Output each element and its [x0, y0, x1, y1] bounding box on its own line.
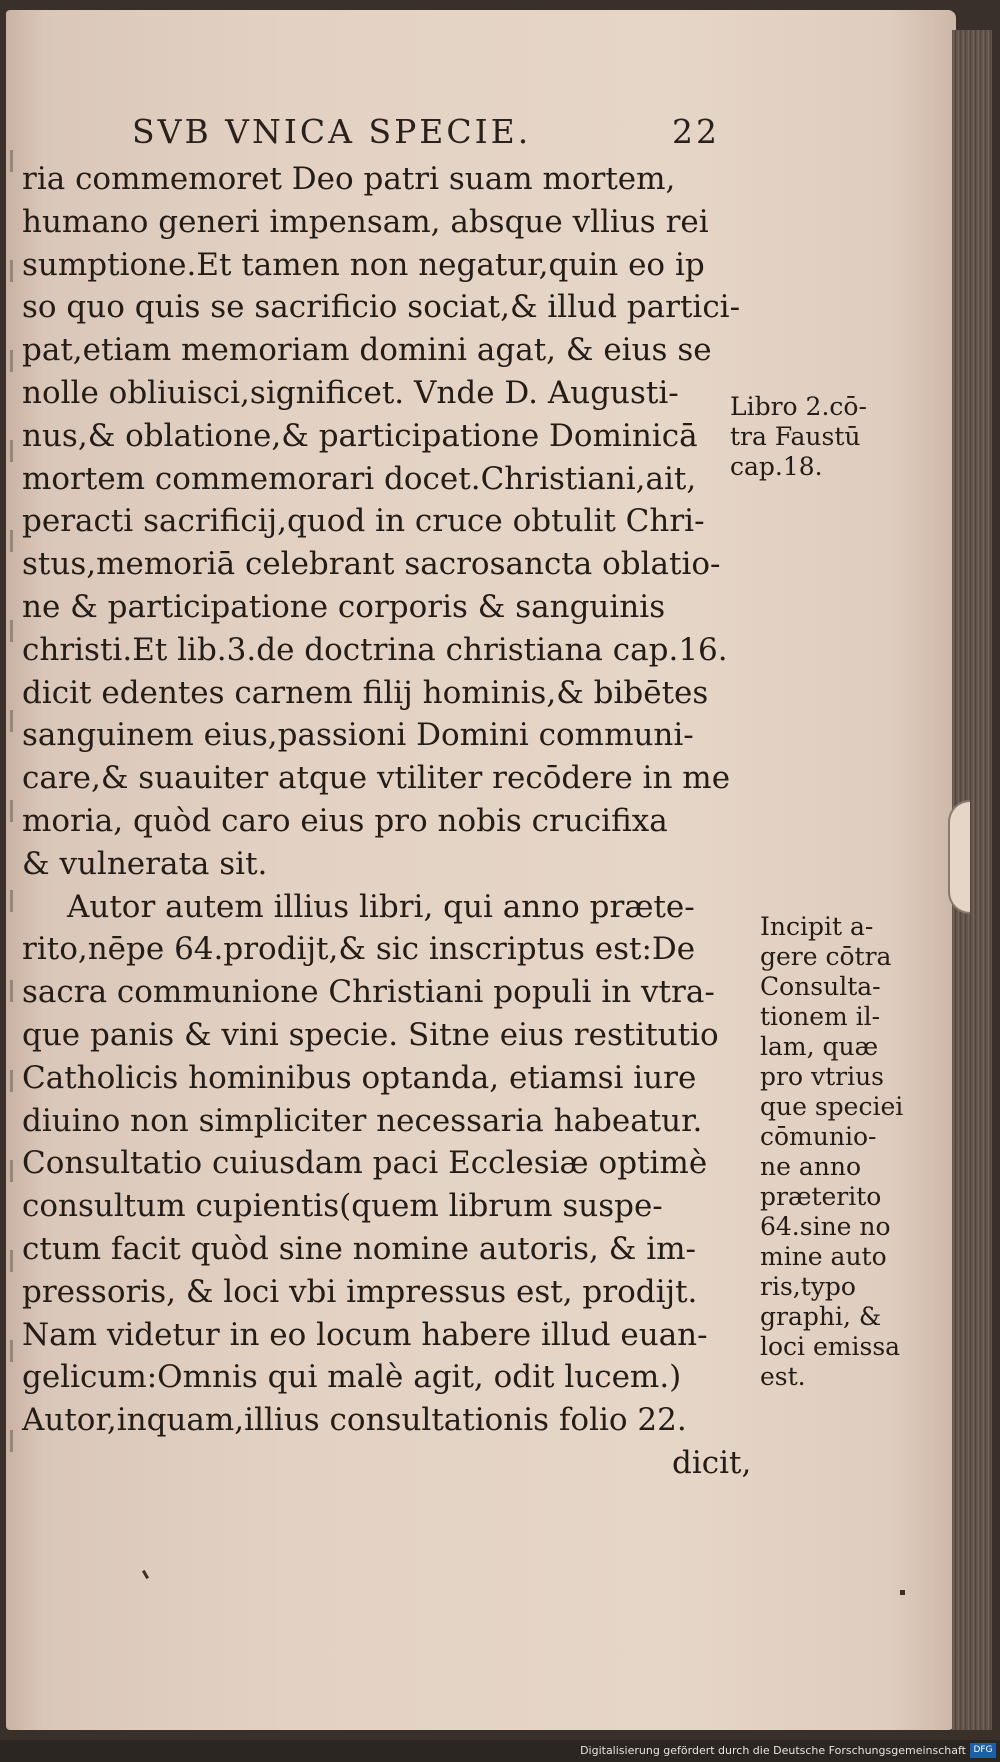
text-line: Autor,inquam,illius consultationis folio 22. — [22, 1402, 687, 1439]
marginal-line: graphi, & — [760, 1302, 882, 1331]
marginal-line: est. — [760, 1362, 806, 1391]
text-line: mortem commemorari docet.Christiani,ait, — [22, 460, 697, 497]
text-line: nolle obliuisci,significet. Vnde D. Augusti- — [22, 374, 679, 411]
text-line: humano generi impensam, absque vllius rei — [22, 203, 709, 240]
marginal-line: que speciei — [760, 1092, 904, 1121]
marginal-line: tra Faustū — [730, 422, 861, 451]
marginal-line: præterito — [760, 1182, 882, 1211]
text-line-final: dicit, — [672, 1444, 752, 1481]
text-line: sacra communione Christiani populi in vtra- — [22, 974, 715, 1011]
page-tab — [948, 800, 970, 914]
footer-credit: Digitalisierung gefördert durch die Deutsche Forschungsgemeinschaft — [580, 1744, 966, 1757]
text-line: ria commemoret Deo patri suam mortem, — [22, 161, 676, 197]
marginal-line: gere cōtra — [760, 942, 892, 971]
marginal-line: cap.18. — [730, 452, 823, 481]
text-line: dicit edentes carnem filij hominis,& bibētes — [22, 674, 709, 711]
marginal-line: Libro 2.cō- — [730, 392, 867, 421]
text-line: sanguinem eius,passioni Domini communi- — [22, 717, 694, 754]
ink-speck — [900, 1590, 905, 1595]
main-text-block — [22, 158, 752, 1485]
marginal-line: cōmunio- — [760, 1122, 877, 1151]
text-line: rito,nēpe 64.prodijt,& sic inscriptus est:De — [22, 931, 696, 968]
text-line: pressoris, & loci vbi impressus est, prodijt. — [22, 1273, 698, 1310]
text-line: Consultatio cuiusdam paci Ecclesiæ optimè — [22, 1145, 708, 1182]
digitization-footer — [0, 1740, 1000, 1762]
text-line: ne & participatione corporis & sanguinis — [22, 588, 666, 625]
marginal-line: Incipit a- — [760, 912, 874, 941]
text-line: pat,etiam memoriam domini agat, & eius se — [22, 332, 712, 369]
text-line: Catholicis hominibus optanda, etiamsi iure — [22, 1059, 697, 1096]
dfg-logo: DFG — [970, 1743, 996, 1758]
running-header — [132, 112, 732, 156]
page-number: 22 — [672, 112, 720, 151]
marginal-line: tionem il- — [760, 1002, 881, 1031]
text-line: & vulnerata sit. — [22, 845, 268, 882]
text-line: sumptione.Et tamen non negatur,quin eo ip — [22, 246, 705, 283]
text-line: que panis & vini specie. Sitne eius restitutio — [22, 1016, 719, 1053]
text-line: diuino non simpliciter necessaria habeatur. — [22, 1102, 703, 1139]
text-line: ctum facit quòd sine nomine autoris, & im- — [22, 1230, 696, 1267]
marginal-line: pro vtrius — [760, 1062, 884, 1091]
marginal-line: 64.sine no — [760, 1212, 891, 1241]
text-line: nus,& oblatione,& participatione Dominicā — [22, 417, 698, 454]
marginal-line: Consulta- — [760, 972, 881, 1001]
marginal-line: loci emissa — [760, 1332, 901, 1361]
text-line: care,& suauiter atque vtiliter recōdere in me — [22, 760, 731, 797]
running-title: SVB VNICA SPECIE. — [132, 112, 532, 151]
text-line: stus,memoriā celebrant sacrosancta oblatio- — [22, 546, 721, 583]
text-line: consultum cupientis(quem librum suspe- — [22, 1188, 663, 1225]
marginal-note-1 — [730, 392, 867, 482]
marginal-line: mine auto — [760, 1242, 887, 1271]
text-line: christi.Et lib.3.de doctrina christiana cap.16. — [22, 631, 728, 668]
text-line: so quo quis se sacrificio sociat,& illud partici- — [22, 289, 741, 326]
marginal-line: lam, quæ — [760, 1032, 879, 1061]
text-line: gelicum:Omnis qui malè agit, odit lucem.) — [22, 1359, 682, 1396]
marginal-line: ris,typo — [760, 1272, 856, 1301]
bleed-through-marks — [6, 150, 20, 1550]
marginal-line: ne anno — [760, 1152, 862, 1181]
text-line: Nam videtur in eo locum habere illud euan- — [22, 1316, 708, 1353]
text-line: peracti sacrificij,quod in cruce obtulit Chri- — [22, 503, 705, 540]
text-line: moria, quòd caro eius pro nobis crucifixa — [22, 802, 668, 839]
paragraph-start-line: Autor autem illius libri, qui anno præte- — [67, 888, 695, 925]
marginal-note-2 — [760, 912, 903, 1392]
